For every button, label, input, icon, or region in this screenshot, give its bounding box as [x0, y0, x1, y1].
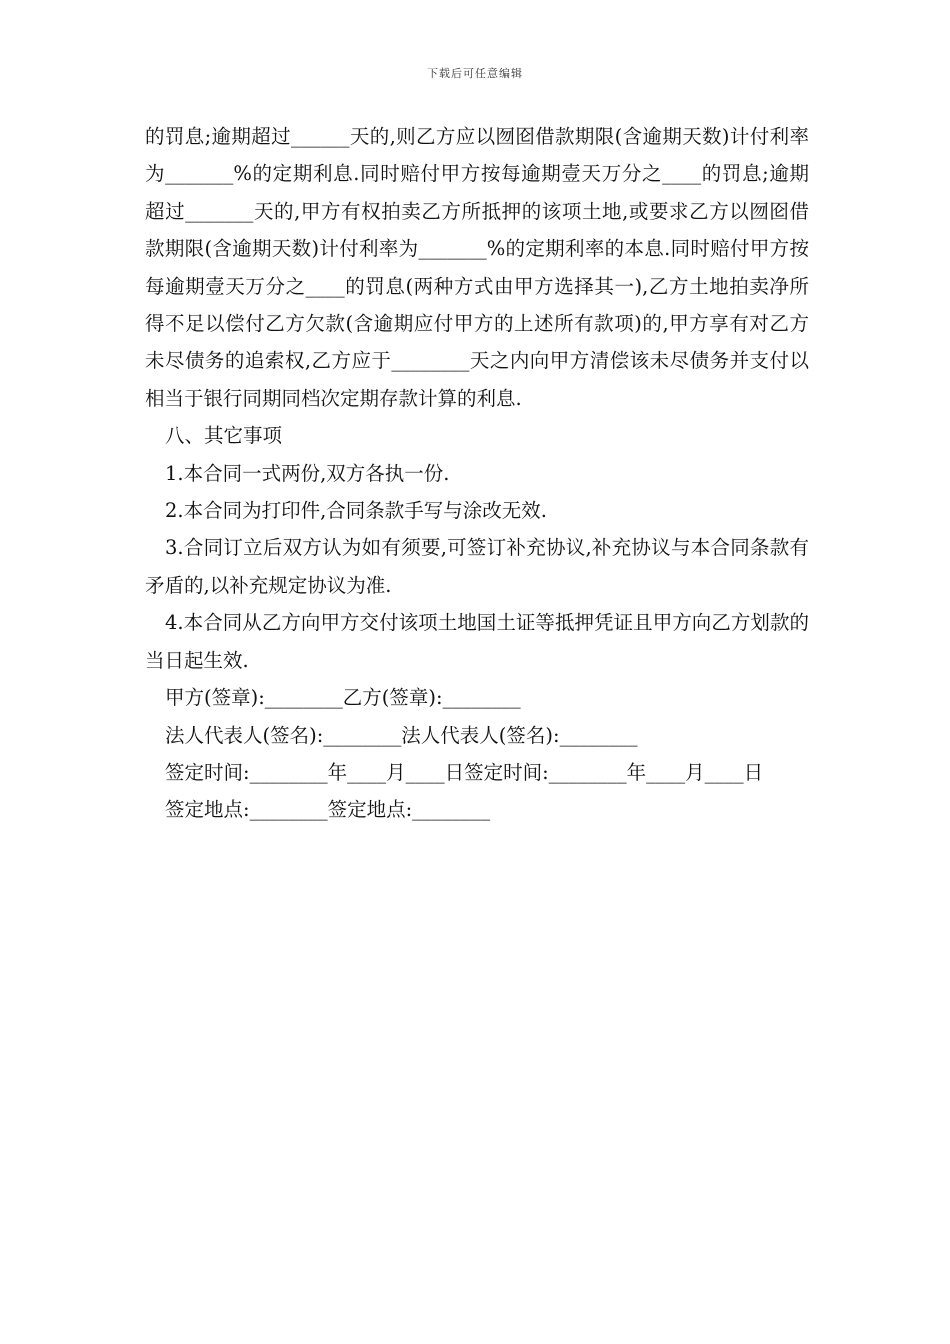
- signature-parties: 甲方(签章):________乙方(签章):________: [165, 686, 521, 710]
- section-heading: 八、其它事项: [165, 424, 283, 448]
- document-body: [145, 118, 809, 829]
- list-item-2: 2.本合同为打印件,合同条款手写与涂改无效.: [165, 499, 548, 523]
- penalty-paragraph: 的罚息;逾期超过______天的,则乙方应以囫囵借款期限(含逾期天数)计付利率为_______%的定期利息.同时赔付甲方按每逾期壹天万分之____的罚息;逾期超过_______天的,甲方有权拍卖乙方所抵押的该项土地,或要求乙方以囫囵借款期限(含逾期天数)计付利率为_______%的定期利率的本息.同时赔付甲方按每逾期壹天万分之____的罚息(两种方式由甲方选择其一),乙方土地拍卖净所得不足以偿付乙方欠款(含逾期应付甲方的上述所有款项)的,甲方享有对乙方未尽债务的追索权,乙方应于________天之内向甲方清偿该未尽债务并支付以相当于银行同期同档次定期存款计算的利息.: [145, 125, 809, 410]
- list-item-4: 4.本合同从乙方向甲方交付该项土地国土证等抵押凭证且甲方向乙方划款的当日起生效.: [145, 611, 809, 672]
- list-item-3: 3.合同订立后双方认为如有须要,可签订补充协议,补充协议与本合同条款有矛盾的,以补充规定协议为准.: [145, 536, 809, 597]
- signature-legal-reps: 法人代表人(签名):________法人代表人(签名):________: [165, 723, 638, 747]
- list-item-1: 1.本合同一式两份,双方各执一份.: [165, 461, 450, 485]
- header-note: 下载后可任意编辑: [427, 67, 523, 80]
- signature-dates: 签定时间:________年____月____日签定时间:________年____月____日: [165, 760, 764, 784]
- signature-places: 签定地点:________签定地点:________: [165, 798, 491, 822]
